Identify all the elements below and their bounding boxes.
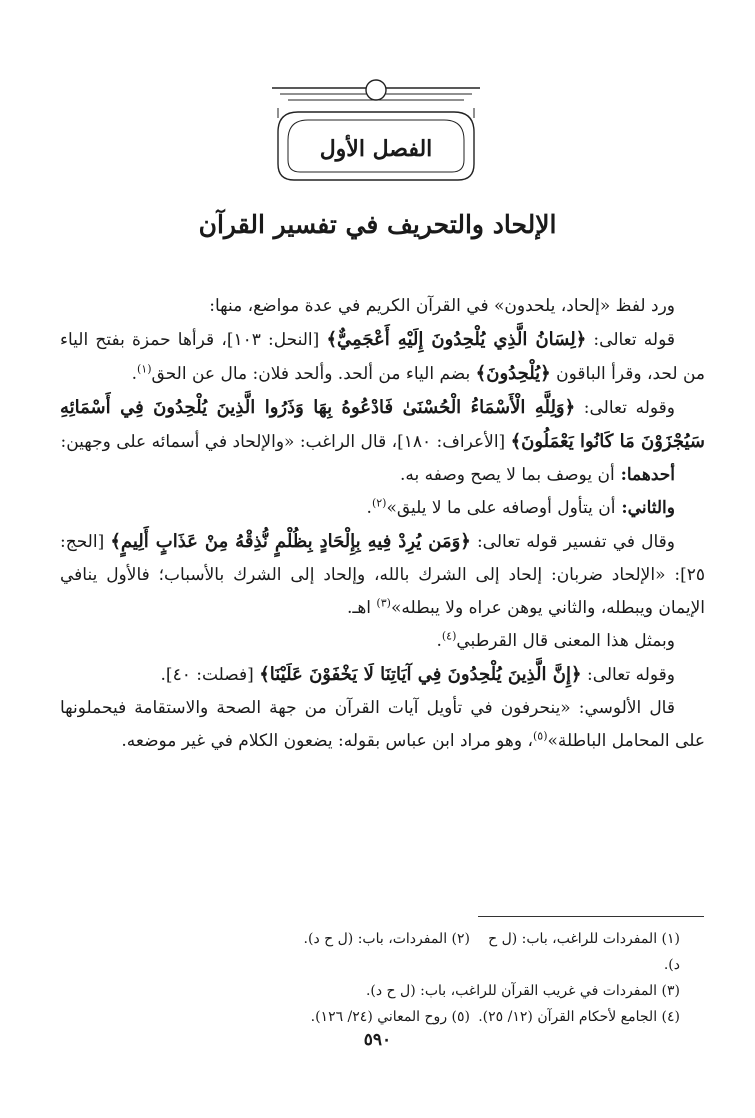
paragraph-2-ref: [النحل: ١٠٣]، قرأها حمزة بفتح الياء من لحد، وقرأ الباقون [60,330,705,384]
first-aspect-label: أحدهما: [614,465,675,485]
paragraph-4 [60,459,705,492]
footnote-ref-1: (١) [137,362,152,376]
paragraph-7-text: وبمثل هذا المعنى قال القرطبي [456,631,675,651]
quran-verse-hajj: ﴿وَمَن يُرِدْ فِيهِ بِإِلْحَادٍ بِظُلْمٍ نُّذِقْهُ مِنْ عَذَابٍ أَلِيمٍ﴾ [110,531,471,552]
paragraph-6-intro: وقال في تفسير قوله تعالى: [470,532,675,552]
chapter-frame [258,78,494,190]
paragraph-6-end: اهـ. [346,598,377,618]
second-aspect-label: والثاني: [615,498,675,518]
paragraph-6 [60,525,705,625]
paragraph-6-tail: [الحج: ٢٥]: «الإلحاد ضربان: إلحاد إلى الشرك بالله، وإلحاد إلى الشرك بالأسباب؛ فالأول ينافي الإيمان ويبطله، والثاني يوهن عراه ولا يبطله» [60,532,705,618]
footnotes [60,926,680,1030]
paragraph-8 [60,658,705,692]
first-aspect-text: أن يوصف بما لا يصح وصفه به. [400,465,615,485]
second-aspect-text: أن يتأول أوصافه على ما لا يليق» [386,498,616,518]
footnote-1: (١) المفردات للراغب، باب: (ل ح د). [488,931,680,973]
footnote-ref-2: (٢) [371,496,387,510]
paragraph-3-intro: وقوله تعالى: [575,398,675,418]
paragraph-9-tail: ، وهو مراد ابن عباس بقوله: يضعون الكلام في غير موضعه. [121,731,533,751]
paragraph-2: قوله تعالى: ﴿لِسَانُ الَّذِي يُلْحِدُونَ إِلَيْهِ أَعْجَمِيٌّ﴾ [النحل: ١٠٣]، قرأها حمزة بفتح الياء من لحد، وقرأ الباقون ﴿يُلْحِدُونَ﴾ بضم الياء من ألحد. وألحد فلان: مال عن الحق$^{(١)}$. [60,329,705,384]
paragraph-7: وبمثل هذا المعنى قال القرطبي$^{(٤)}$. [436,629,675,651]
paragraph-9 [60,692,705,758]
paragraph-8-intro: وقوله تعالى: [581,665,675,685]
footnote-2: (٢) المفردات، باب: (ل ح د). [303,931,470,947]
footnote-4: (٤) الجامع لأحكام القرآن (١٢/ ٢٥). [478,1009,680,1025]
footnote-ref-5: (٥) [532,729,548,743]
footnote-5: (٥) روح المعاني (٢٤/ ١٢٦). [310,1009,470,1025]
quran-word-yulhidun: ﴿يُلْحِدُونَ﴾ [475,363,551,384]
footnote-ref-3: (٣) [376,596,391,610]
paragraph-2-tail: بضم الياء من ألحد. وألحد فلان: مال عن الحق [151,364,476,384]
quran-verse-fussilat: ﴿إِنَّ الَّذِينَ يُلْحِدُونَ فِي آيَاتِنَا لَا يَخْفَوْنَ عَلَيْنَا﴾ [259,664,582,685]
page-title: الإلحاد والتحريف في تفسير القرآن [198,210,557,239]
paragraph-8-tail: [فصلت: ٤٠]. [160,665,260,685]
quran-verse-araf: ﴿وَلِلَّهِ الْأَسْمَاءُ الْحُسْنَىٰ فَادْعُوهُ بِهَا وَذَرُوا الَّذِينَ يُلْحِدُونَ فِي أَسْمَائِهِ سَيُجْزَوْنَ مَا كَانُوا يَعْمَلُونَ﴾ [60,397,705,452]
footnote-divider [478,916,704,917]
footnote-row-2 [60,978,680,1004]
footnote-ref-4: (٤) [441,629,457,643]
quran-verse-nahl: ﴿لِسَانُ الَّذِي يُلْحِدُونَ إِلَيْهِ أَعْجَمِيٌّ﴾ [326,329,587,350]
page-number: ٥٩٠ [363,1030,392,1050]
paragraph-2-intro: قوله تعالى: [586,330,675,350]
paragraph-3 [60,391,705,459]
chapter-ornament-frame [258,78,494,190]
paragraph-1: ورد لفظ «إلحاد، يلحدون» في القرآن الكريم في عدة مواضع، منها: [209,296,675,316]
footnote-3: (٣) المفردات في غريب القرآن للراغب، باب: (ل ح د). [365,983,680,999]
paragraph-5: والثاني: أن يتأول أوصافه على ما لا يليق»$^{(٢)}$. [366,496,675,518]
footnote-row-3 [60,1004,680,1030]
paragraph-9-text: قال الألوسي: «ينحرفون في تأويل آيات القرآن من جهة الصحة والاستقامة فيحملونها على المحامل الباطلة» [60,698,705,751]
footnote-row-1 [60,926,680,978]
main-text [60,290,705,758]
paragraph-3-tail: [الأعراف: ١٨٠]، قال الراغب: «والإلحاد في أسمائه على وجهين: [60,432,511,452]
chapter-label: الفصل الأول [319,136,433,162]
